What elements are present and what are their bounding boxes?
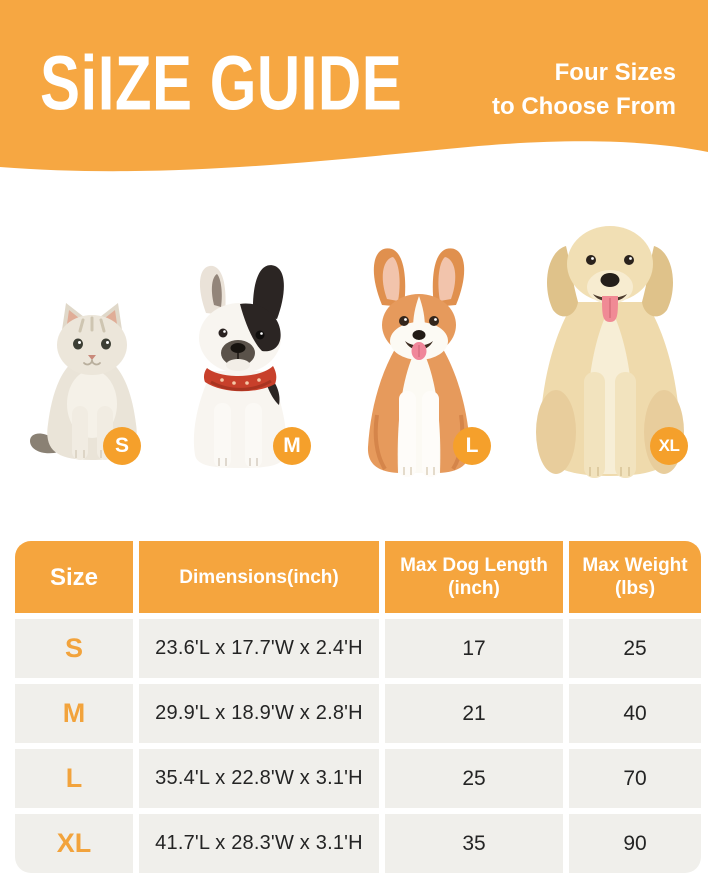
banner-subtitle-line2: to Choose From — [492, 93, 676, 120]
column-header-max-dog-length — [385, 541, 563, 613]
row-xl-max-dog-length-cell: 35 — [385, 814, 563, 873]
row-m-max-weight-cell: 40 — [569, 684, 701, 743]
row-m-dimensions-cell: 29.9'L x 18.9'W x 2.8'H — [139, 684, 379, 743]
size-badge-l — [453, 427, 491, 465]
column-header-max-weight-line1: Max Weight — [582, 555, 688, 576]
row-xl-max-weight-cell: 90 — [569, 814, 701, 873]
column-header-size — [15, 541, 133, 613]
row-s-size-cell: S — [15, 619, 133, 678]
column-header-dimensions-label: Dimensions(inch) — [179, 566, 339, 588]
size-badge-s-label: S — [114, 434, 129, 457]
size-badge-m — [273, 427, 311, 465]
row-l-max-weight-cell: 70 — [569, 749, 701, 808]
size-badge-xl-label: XL — [658, 436, 680, 455]
page-title: SiIZE GUIDE — [40, 40, 403, 126]
column-header-max-dog-length-line2: (inch) — [448, 578, 500, 599]
row-xl-dimensions-cell: 41.7'L x 28.3'W x 3.1'H — [139, 814, 379, 873]
row-m-size-cell: M — [15, 684, 133, 743]
row-xl-size-cell: XL — [15, 814, 133, 873]
size-badge-xl — [650, 427, 688, 465]
row-m-max-dog-length-cell: 21 — [385, 684, 563, 743]
size-badge-m-label: M — [283, 434, 301, 457]
column-header-dimensions — [139, 541, 379, 613]
size-table — [15, 541, 701, 873]
size-badge-s — [103, 427, 141, 465]
row-l-size-cell: L — [15, 749, 133, 808]
row-l-dimensions-cell: 35.4'L x 22.8'W x 3.1'H — [139, 749, 379, 808]
size-badge-l-label: L — [465, 434, 479, 457]
banner-subtitle-line1: Four Sizes — [554, 59, 676, 86]
column-header-max-dog-length-line1: Max Dog Length — [400, 555, 548, 576]
row-l-max-dog-length-cell: 25 — [385, 749, 563, 808]
row-s-max-dog-length-cell: 17 — [385, 619, 563, 678]
column-header-max-weight-line2: (lbs) — [614, 578, 656, 599]
banner-subtitle — [492, 56, 676, 124]
column-header-size-label: Size — [49, 563, 99, 591]
row-s-max-weight-cell: 25 — [569, 619, 701, 678]
row-s-dimensions-cell: 23.6'L x 17.7'W x 2.4'H — [139, 619, 379, 678]
column-header-max-weight — [569, 541, 701, 613]
